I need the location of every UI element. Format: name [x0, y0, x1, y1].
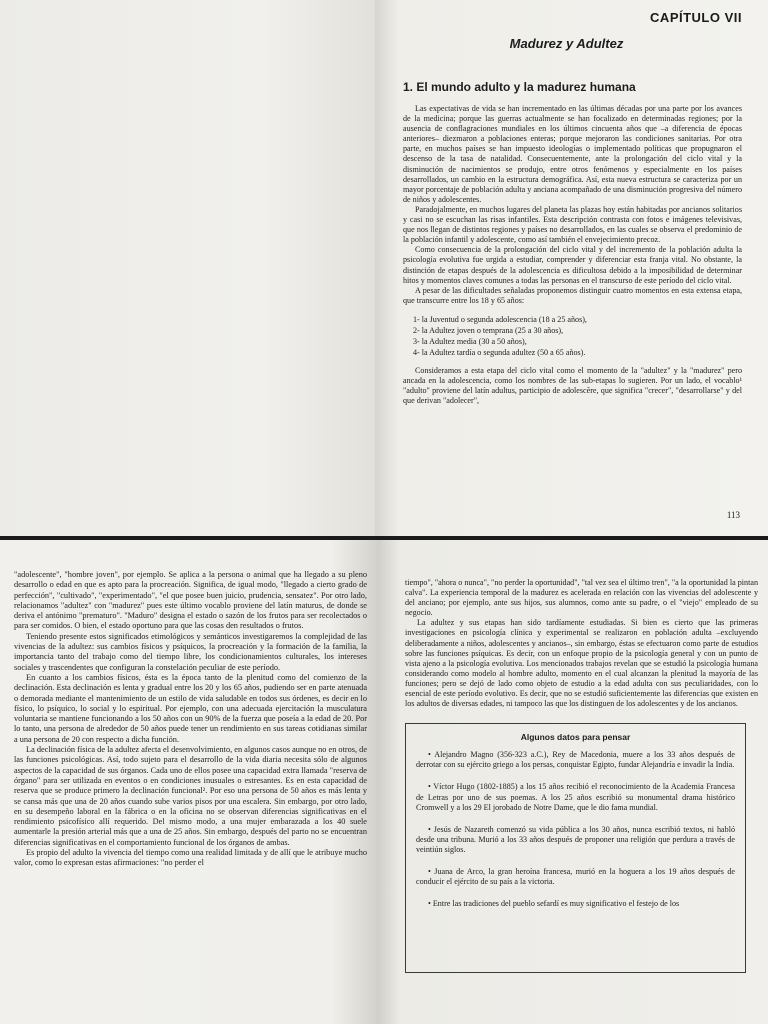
body-paragraph: tiempo", "ahora o nunca", "no perder la oportunidad", "tal vez sea el último tren", "a la oportunidad la pintan calva". La experiencia temporal de la madurez es acelerada en relación con las vivencias del adolescente y del anciano; por ejemplo, ante sus hijos, sus alumnos, como ante su padre, o el "viejo" empleado de su negocio.: [405, 578, 758, 618]
body-paragraph: Paradojalmente, en muchos lugares del planeta las plazas hoy están habitadas por ancianos solitarios y casi no se escuchan las risas infantiles. Esta descripción contrasta con fotos e imágenes televisivas, que nos llegan de distintos regiones y países no desarrollados, en las cuales se observa el predominio de la población infantil y adolescente, como así también el envejecimiento precoz.: [403, 204, 742, 245]
page-number: 113: [726, 510, 740, 520]
body-paragraph: A pesar de las dificultades señaladas proponemos distinguir cuatro momentos en esta extensa etapa, que transcurre entre los 18 y 65 años:: [403, 285, 742, 305]
section-heading: 1. El mundo adulto y la madurez humana: [403, 80, 636, 94]
body-paragraph: La declinación física de la adultez afecta el desenvolvimiento, en algunos casos aunque no en otros, de las funciones psicológicas. Así, todo sujeto para el desarrollo de la vida diaria necesita sólo de algunos aspectos de la capacidad de sus órganos. Cada uno de ellos posee una capacidad extra llamada "reserva de órgano" para ser utilizada en eventos o en condiciones inusuales o estresantes. Es en esta capacidad de reserva que se produce primero la declinación funcional². Por eso una persona de 50 años es más lenta y se cansa más que una de 20 años cuando sube varios pisos por una escalera. Sin embargo, por otro lado, en su desempeño laboral en la fábrica o en la oficina no se observan diferencias significativas en el rendimiento psicofísico allí requerido. Del mismo modo, a una mujer embarazada a los 40 suele aumentarle la presión arterial más que a una de 25 años. Sin embargo, después del parto no se encuentran diferencias significativas en el comportamiento funcional de los órganos de ambas.: [14, 745, 367, 847]
body-paragraph: Es propio del adulto la vivencia del tiempo como una realidad limitada y de allí que le atribuye mucho valor, como lo expresan estas afirmaciones: "no perder el: [14, 848, 367, 868]
stage-item: 1- la Juventud o segunda adolescencia (18 a 25 años),: [413, 314, 587, 324]
body-paragraph: Consideramos a esta etapa del ciclo vital como el momento de la "adultez" y la "madurez" pero ancada en la adolescencia, como los nombres de las sub-etapas lo sugieren. Por un lado, el vocablo¹ "adulto" proviene del latín adultus, participio de adolescĕre, que significa "crecer", "desarrollarse" y del que derivan "adolecer",: [403, 365, 742, 406]
page-top-left: [0, 0, 375, 536]
facts-box-item: • Jesús de Nazareth comenzó su vida pública a los 30 años, nunca escribió textos, ni habló desde una tribuna. Murió a los 33 años después de proponer una religión que perdura a través de veintiún siglos.: [416, 824, 735, 854]
page-bottom-left: [0, 540, 377, 1024]
chapter-body: [403, 104, 742, 406]
stage-item: 3- la Adultez media (30 a 50 años),: [413, 336, 527, 346]
stages-list: [413, 314, 742, 358]
body-paragraph: "adolescente", "hombre joven", por ejemplo. Se aplica a la persona o animal que ha llegado a su pleno desarrollo o edad en que es apto para la procreación. Significa, de igual modo, "llegado a cierto grado de perfección", "cultivado", "experimentado", "el que posee buen juicio, prudencia, sensatez". Por otro lado, relacionamos "adultez" con "madurez" pues este último vocablo proviene del latín maturus, de donde se deriva el antónimo "prematuro". "Maduro" designa el estado o sazón de los frutos para ser recolectados o para ser comidos. O bien, el estado oportuno para que las cosas den resultados o frutos.: [14, 570, 367, 631]
facts-box-item: • Juana de Arco, la gran heroína francesa, murió en la hoguera a los 19 años después de conducir el ejército de su país a la victoria.: [416, 866, 735, 887]
facts-box-item: • Víctor Hugo (1802-1885) a los 15 años recibió el reconocimiento de la Academia Francesa de Letras por uno de sus poemas. A los 25 años escribió su monumental drama histórico Cromwell y a los 29 El jorobado de Notre Dame, que le dio fama mundial.: [416, 782, 735, 812]
body-paragraph: La adultez y sus etapas han sido tardíamente estudiadas. Si bien es cierto que las primeras investigaciones en psicología clínica y experimental se realizaron en población adulta –excluyendo deliberadamente a niños, adolescentes y ancianos–, sin embargo, éstas se efectuaron como parte de estudios sobre las funciones psíquicas. Es decir, con un enfoque propio de la psicología general y con un punto de vista ajeno a la psicología evolutiva. Los mencionados trabajos revelan que se estudió la psicología humana considerando como modelo al hombre adulto, momento en el cual alcanzan la plenitud la mayoría de las funciones; pero se dejó de lado como objeto de estudio a la edad adulta con sus peculiaridades, con lo esencial de este período evolutivo. Es decir, que no se estudió suficientemente las diferencias que existen en los adultos de diversas edades, ni tampoco las que los distinguen de los adolescentes y de los ancianos.: [405, 618, 758, 709]
facts-box-title: Algunos datos para pensar: [520, 732, 631, 743]
body-paragraph: Las expectativas de vida se han incrementado en las últimas décadas por una parte por los avances de la medicina; porque las guerras actualmente se han focalizado en determinadas regiones; por la ausencia de conflagraciones mundiales en los últimos cincuenta años que –a diferencia de épocas anteriores– diezmaron a poblaciones enteras; porque mejoraron las condiciones sanitarias. Por otra parte, en muchos países se han impuesto ideologías o implementado políticas que propugnaron el descenso de la tasa de natalidad. Consecuentemente, ante la prolongación del ciclo vital y la disminución de nacimientos se produjo, entre otros fenómenos y especialmente en los países desarrollados, un cambio en la estructura demográfica. Así, esta nueva estructura se caracteriza por un mayor porcentaje de población adulta y anciana acompañado de una disminución progresiva del número de niños y adolescentes.: [403, 104, 742, 204]
facts-box-item: • Alejandro Magno (356-323 a.C.), Rey de Macedonia, muere a los 33 años después de derrotar con su ejército griego a los persas, conquistar Egipto, fundar Alejandría e invadir la India.: [416, 750, 735, 770]
body-paragraph: Teniendo presente estos significados etimológicos y semánticos investigaremos la complejidad de las vivencias de la adultez: sus cambios físicos y psíquicos, la procreación y la formación de la familia, la importancia tanto del trabajo como del tiempo libre, los condicionamientos culturales, los intereses sociales y trascendentes que configuran la constelación peculiar de este período.: [14, 631, 367, 672]
page-top-right: [375, 0, 768, 536]
facts-box-item: • Entre las tradiciones del pueblo sefardí es muy significativo el festejo de los: [428, 899, 680, 909]
stage-item: 4- la Adultez tardía o segunda adultez (50 a 65 años).: [413, 347, 586, 357]
chapter-title: Madurez y Adultez: [509, 36, 624, 51]
body-paragraph: En cuanto a los cambios físicos, ésta es la época tanto de la plenitud como del comienzo de la declinación. Esta declinación es lenta y gradual entre los 20 y los 65 años, pudiendo ser en parte atenuada o demorada mediante el mantenimiento de un estilo de vida saludable en todos sus órdenes, es decir en lo físico, lo psíquico, lo social y lo espiritual. Por ejemplo, con una adecuada ejercitación la musculatura voluntaria se mantiene funcionando a los 50 años con un 90% de la fuerza que poseía a la edad de 20. Por lo tanto, una persona de alrededor de 50 años puede tener un rendimiento en sus tareas cotidianas similar a una persona de 20 con respecto a dicha función.: [14, 672, 367, 744]
chapter-label: CAPÍTULO VII: [650, 10, 742, 25]
page-bottom-right: [377, 540, 768, 1024]
stage-item: 2- la Adultez joven o temprana (25 a 30 años),: [413, 325, 564, 335]
body-paragraph: Como consecuencia de la prolongación del ciclo vital y del incremento de la población adulta la psicología evolutiva fue urgida a estudiar, comprender y diferenciar esta franja vital. No obstante, la distinción de etapas después de la adolescencia es dificultosa debido a la imposibilidad de determinar hitos y momentos claves comunes a todas las personas en el transcurso de este período del ciclo vital.: [403, 245, 742, 285]
facts-box: [405, 723, 746, 973]
